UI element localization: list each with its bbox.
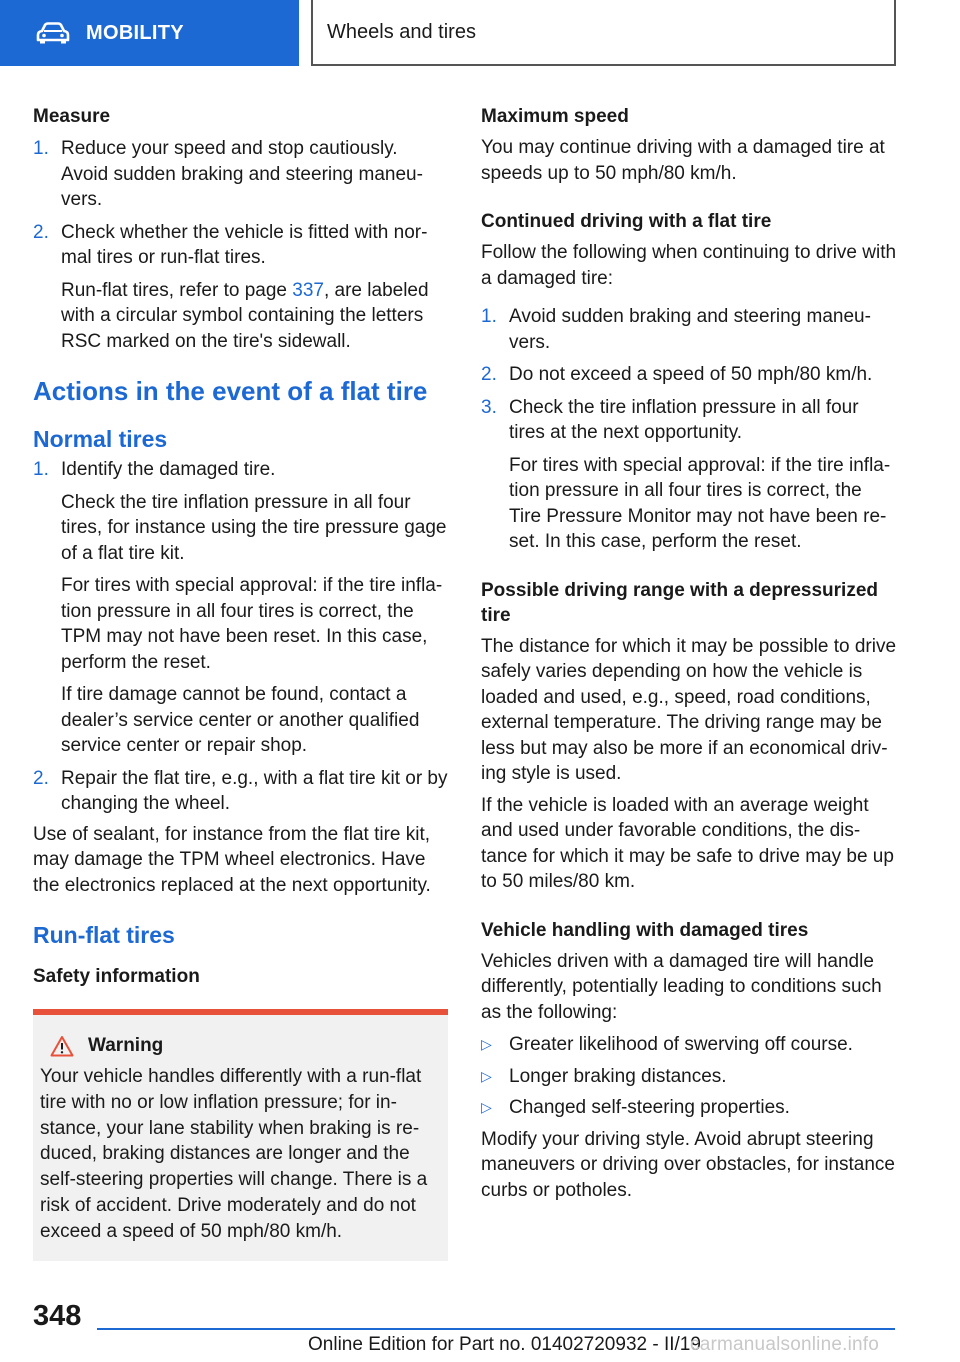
continued-steps xyxy=(481,304,897,555)
normal-steps xyxy=(33,457,448,817)
watermark: carmanualsonline.info xyxy=(690,1334,880,1355)
step-text: Repair the flat tire, e.g., with a flat tire kit or by changing the wheel. xyxy=(61,767,448,814)
list-number: 1. xyxy=(481,306,497,327)
handling-heading: Vehicle handling with damaged tires xyxy=(481,919,809,941)
bullet-text: Longer braking distances. xyxy=(509,1065,727,1087)
range-heading: Possible driving range with a depressurized tire xyxy=(481,579,878,626)
page-number: 348 xyxy=(33,1300,82,1332)
handling-bullets xyxy=(481,1032,897,1121)
warning-title-text: Warning xyxy=(88,1035,164,1056)
list-item xyxy=(33,766,448,817)
list-item xyxy=(481,304,897,355)
list-item xyxy=(481,1064,897,1090)
warning-box xyxy=(33,1009,448,1261)
left-column xyxy=(33,104,448,1261)
list-number: 2. xyxy=(33,767,49,789)
footer-rule xyxy=(97,1328,895,1330)
list-number: 1. xyxy=(33,138,49,159)
section-tab-mobility xyxy=(0,0,299,66)
runflat-heading: Run-flat tires xyxy=(33,922,175,948)
section-label: MOBILITY xyxy=(86,21,184,44)
max-speed-heading: Maximum speed xyxy=(481,106,629,127)
list-number: 2. xyxy=(33,221,49,243)
continued-heading: Continued driving with a flat tire xyxy=(481,211,772,232)
step-text: Identify the damaged tire. xyxy=(61,459,276,480)
warning-triangle-icon xyxy=(50,1035,74,1057)
list-item xyxy=(33,136,448,213)
runflat-reference: Run-flat tires, refer to page 337, are labeled with a circular symbol containing the letters RSC marked on the tire's sidewall. xyxy=(61,279,429,352)
normal-tires-heading: Normal tires xyxy=(33,426,168,452)
list-item xyxy=(33,457,448,759)
bullet-marker-icon: ▷ xyxy=(481,1036,492,1052)
handling-closing: Modify your driving style. Avoid abrupt steering maneuvers or driving over obstacles, for instance curbs or potholes. xyxy=(481,1128,895,1201)
warning-text: Your vehicle handles differently with a run-flat tire with no or low inflation pressure; for instance, your lane stability when braking is reduced, braking distances are longer and the self-steering properties will change. There is a risk of accident. Drive moderately and do not exceed a speed of 50 mph/80 km/h. xyxy=(40,1066,428,1242)
edition-text: Online Edition for Part no. 01402720932 - II/19 xyxy=(308,1334,701,1355)
max-speed-text: You may continue driving with a damaged tire at speeds up to 50 mph/80 km/h. xyxy=(481,137,885,184)
step-text: Do not exceed a speed of 50 mph/80 km/h. xyxy=(509,364,873,385)
step-text: For tires with special approval: if the tire inflation pressure in all four tires is correct, the TPM may not have been reset. In this case, perform the reset. xyxy=(61,575,443,673)
list-item xyxy=(33,220,448,355)
page-header xyxy=(0,0,960,66)
bullet-marker-icon: ▷ xyxy=(481,1067,492,1084)
step-text: Reduce your speed and stop cautiously. Avoid sudden braking and steering maneuvers. xyxy=(61,138,423,210)
safety-heading: Safety information xyxy=(33,966,200,987)
list-number: 2. xyxy=(481,364,497,385)
measure-heading: Measure xyxy=(33,106,111,127)
bullet-text: Changed self-steering properties. xyxy=(509,1097,790,1118)
actions-heading: Actions in the event of a flat tire xyxy=(33,376,428,406)
list-item xyxy=(481,1095,897,1121)
car-icon xyxy=(36,22,70,44)
right-column xyxy=(481,104,897,1203)
handling-intro: Vehicles driven with a damaged tire will handle differently, potentially leading to conditions such as the following: xyxy=(481,950,882,1023)
chapter-title-box xyxy=(311,0,896,66)
list-item xyxy=(481,362,897,388)
sealant-note: Use of sealant, for instance from the flat tire kit, may damage the TPM wheel electronics. Have the electronics replaced at the next opportunity. xyxy=(33,823,431,896)
step-text: Avoid sudden braking and steering maneuvers. xyxy=(509,306,871,353)
continued-intro: Follow the following when continuing to drive with a damaged tire: xyxy=(481,242,897,289)
step-text: Check the tire inflation pressure in all four tires, for instance using the tire pressure gage of a flat tire kit. xyxy=(61,491,447,564)
range-text-1: The distance for which it may be possible to drive safely varies depending on how the vehicle is loaded and used, e.g., speed, road conditions, external temperature. The driving range may be less but may also be more if an economical driving style is used. xyxy=(481,635,897,784)
range-text-2: If the vehicle is loaded with an average weight and used under favorable conditions, the distance for which it may be safe to drive may be up to 50 miles/80 km. xyxy=(481,794,894,892)
chapter-label: Wheels and tires xyxy=(327,20,476,43)
step-text: Check whether the vehicle is fitted with normal tires or run-flat tires. xyxy=(61,221,428,268)
step-text: If tire damage cannot be found, contact a dealer’s service center or another qualified service center or repair shop. xyxy=(61,684,420,756)
bullet-marker-icon: ▷ xyxy=(481,1099,492,1115)
list-number: 1. xyxy=(33,459,49,480)
page-link-337[interactable]: 337 xyxy=(292,279,324,301)
step-text: For tires with special approval: if the tire inflation pressure in all four tires is correct, the Tire Pressure Monitor may not have been reset. In this case, perform the reset. xyxy=(509,454,891,552)
step-text: Check the tire inflation pressure in all four tires at the next opportunity. xyxy=(509,396,859,443)
list-item xyxy=(481,1032,897,1058)
warning-title xyxy=(50,1033,440,1058)
measure-steps xyxy=(33,136,448,354)
bullet-text: Greater likelihood of swerving off course. xyxy=(509,1034,853,1055)
list-item xyxy=(481,395,897,555)
list-number: 3. xyxy=(481,396,497,418)
